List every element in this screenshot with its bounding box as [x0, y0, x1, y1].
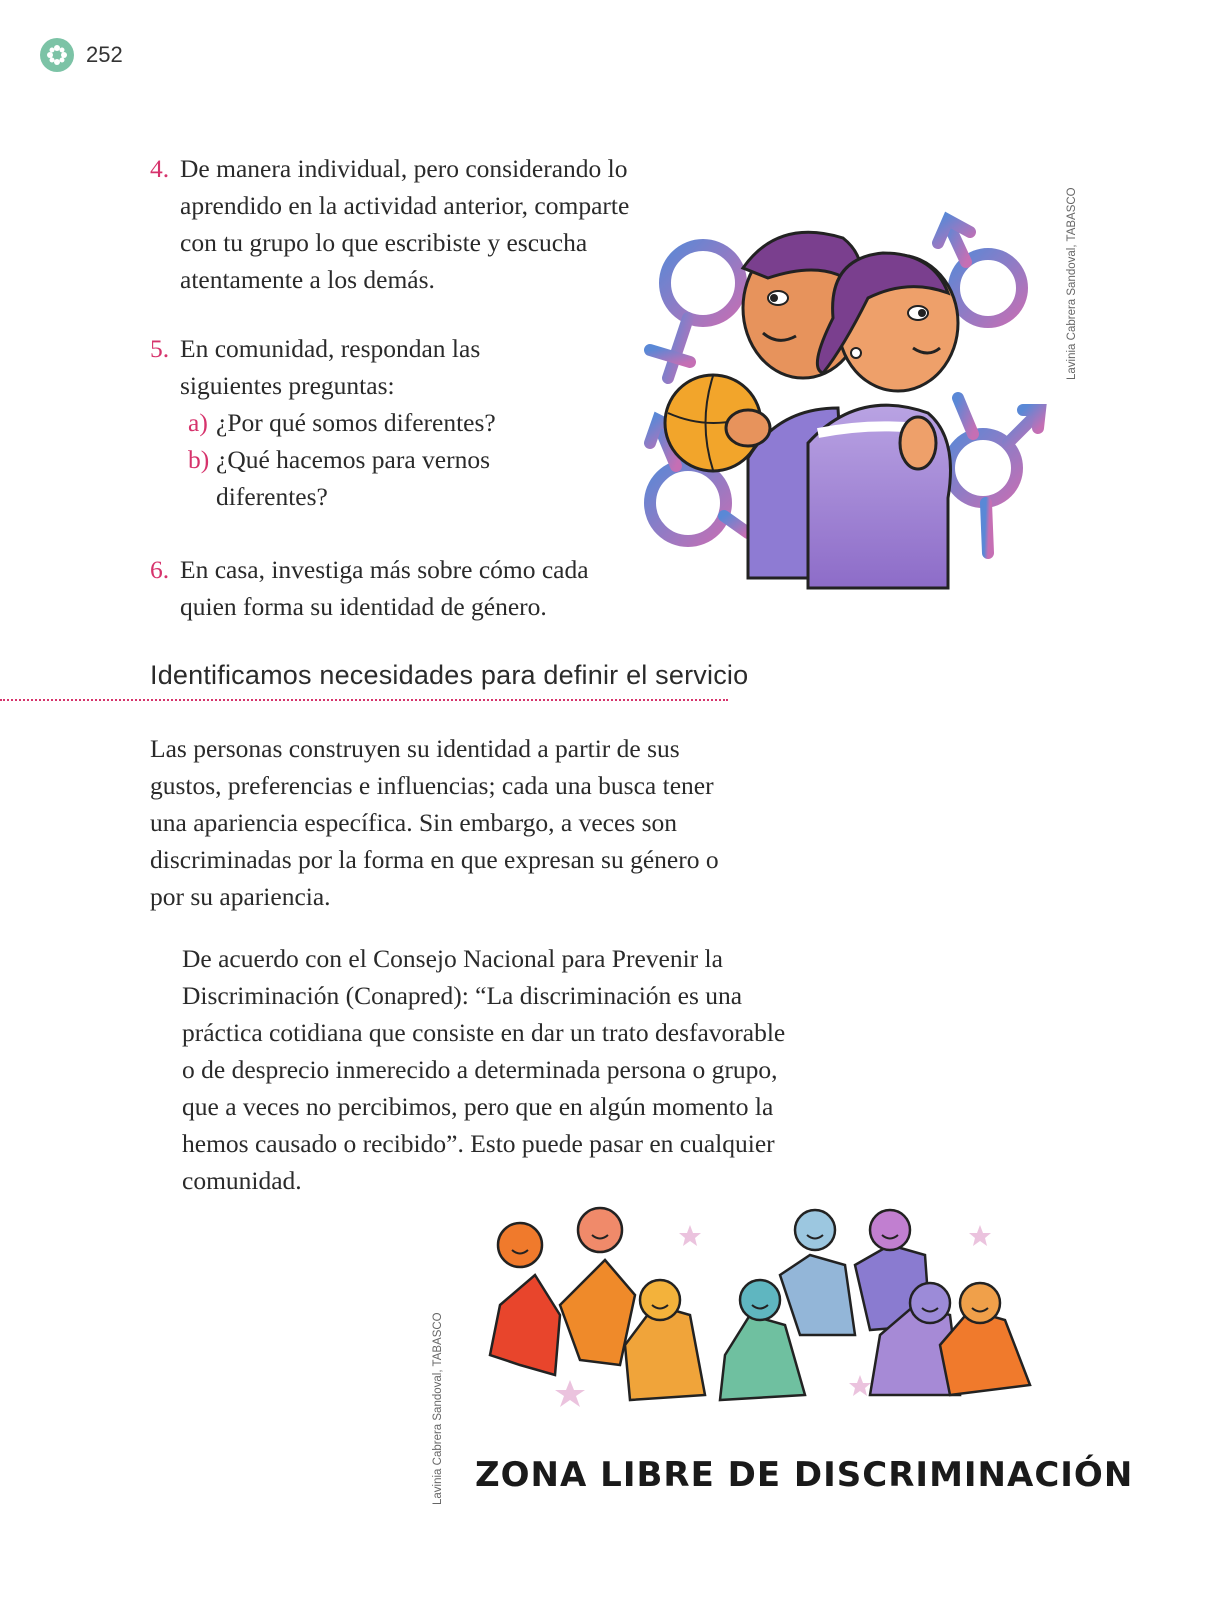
- section-title: Identificamos necesidades para definir el servicio: [150, 660, 749, 690]
- text-line: atentamente a los demás.: [180, 265, 435, 294]
- activity-6: [150, 551, 589, 625]
- text-line: una apariencia específica. Sin embargo, a veces son: [150, 808, 678, 837]
- illustration-credit: Lavinia Cabrera Sandoval, TABASCO: [1066, 187, 1078, 380]
- text-line: hemos causado o recibido”. Esto puede pasar en cualquier: [182, 1129, 775, 1158]
- activity-number: 4.: [150, 154, 170, 183]
- page-number: 252: [86, 42, 123, 67]
- text-line: práctica cotidiana que consiste en dar un trato desfavorable: [182, 1018, 786, 1047]
- banner-text: ZONA LIBRE DE DISCRIMINACIÓN: [475, 1455, 1134, 1495]
- text-line: ¿Qué hacemos para vernos: [216, 445, 491, 474]
- text-line: En comunidad, respondan las: [180, 334, 481, 363]
- text-line: discriminadas por la forma en que expresan su género o: [150, 845, 719, 874]
- text-line: ¿Por qué somos diferentes?: [216, 408, 496, 437]
- subitem-letter: a): [188, 408, 208, 437]
- text-line: quien forma su identidad de género.: [180, 592, 547, 621]
- text-line: con tu grupo lo que escribiste y escucha: [180, 228, 588, 257]
- text-line: De manera individual, pero considerando lo: [180, 154, 628, 183]
- conapred-quote: [182, 940, 822, 1199]
- page-header: [40, 38, 123, 72]
- subitem-b: [188, 441, 496, 515]
- text-line: por su apariencia.: [150, 882, 331, 911]
- flower-icon: [40, 38, 74, 72]
- text-line: Discriminación (Conapred): “La discriminación es una: [182, 981, 743, 1010]
- activity-4: [150, 150, 629, 298]
- subitem-letter: b): [188, 445, 210, 474]
- text-line: o de desprecio inmerecido a determinada persona o grupo,: [182, 1055, 778, 1084]
- text-line: aprendido en la actividad anterior, comparte: [180, 191, 630, 220]
- activity-number: 6.: [150, 555, 170, 584]
- section-divider: [0, 699, 728, 701]
- text-line: De acuerdo con el Consejo Nacional para Prevenir la: [182, 944, 723, 973]
- activity-5: [150, 330, 496, 515]
- gender-identity-illustration: [628, 198, 1068, 598]
- intro-paragraph: [150, 730, 770, 915]
- activity-number: 5.: [150, 334, 170, 363]
- text-line: comunidad.: [182, 1166, 302, 1195]
- text-line: que a veces no percibimos, pero que en algún momento la: [182, 1092, 774, 1121]
- subitem-a: [188, 404, 496, 441]
- illustration-credit: Lavinia Cabrera Sandoval, TABASCO: [432, 1312, 444, 1505]
- text-line: En casa, investiga más sobre cómo cada: [180, 555, 589, 584]
- text-line: siguientes preguntas:: [180, 371, 395, 400]
- text-line: Las personas construyen su identidad a partir de sus: [150, 734, 680, 763]
- text-line: diferentes?: [216, 482, 328, 511]
- text-line: gustos, preferencias e influencias; cada una busca tener: [150, 771, 714, 800]
